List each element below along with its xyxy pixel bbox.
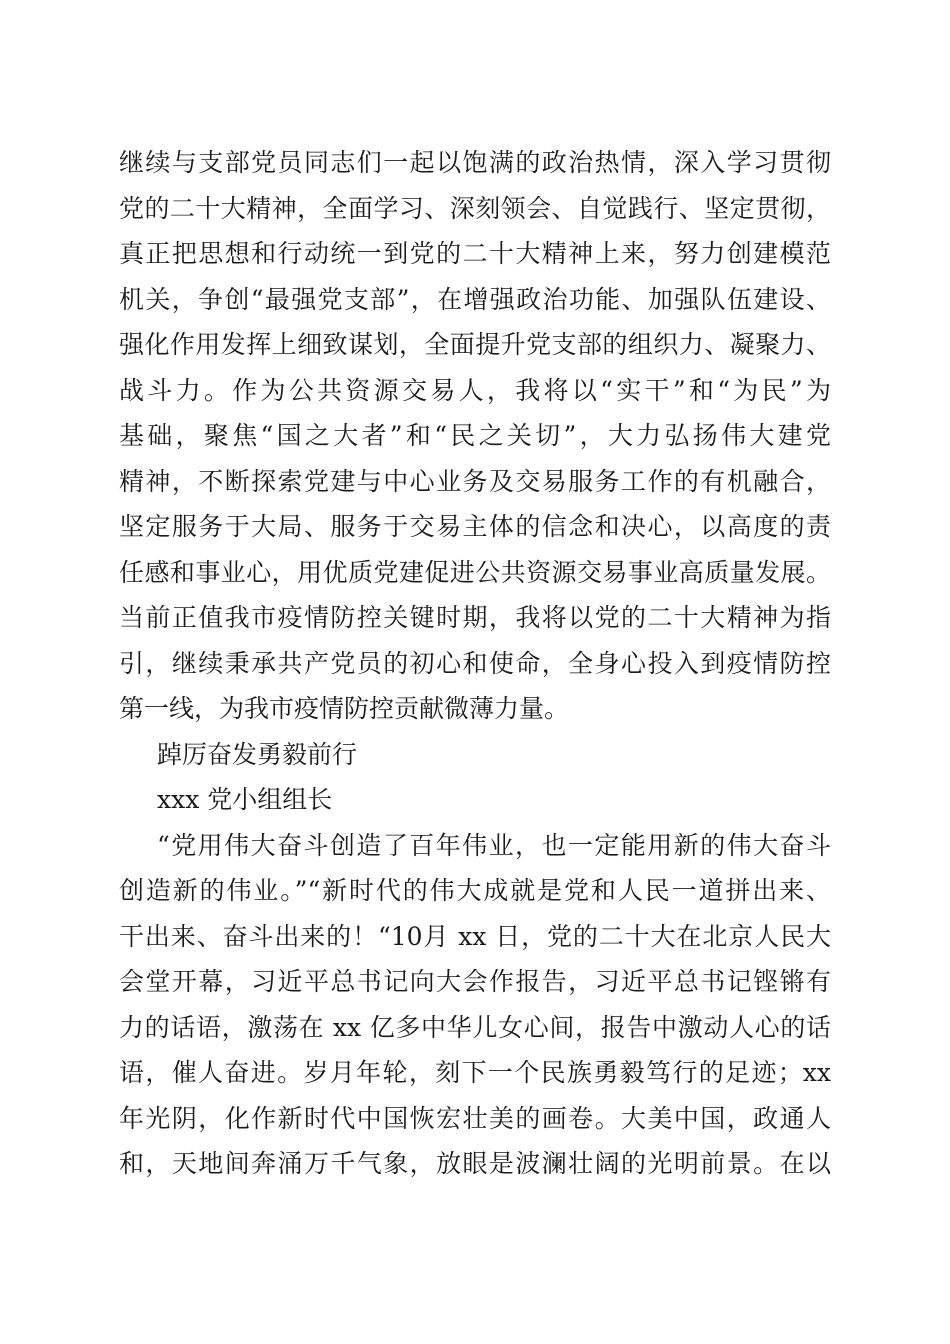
text-line: 干出来、奋斗出来的！“10月 xx 日，党的二十大在北京人民大 [119,921,831,951]
paragraph-speech [119,823,831,1187]
section-title: 踔厉奋发勇毅前行 [157,739,358,769]
document-body [119,140,831,1187]
text-line: 基础，聚焦“国之大者”和“民之关切”，大力弘扬伟大建党 [119,421,831,450]
author-line: xxx 党小组组长 [157,785,333,814]
text-line: 力的话语，激荡在 xx 亿多中华儿女心间，报告中激动人心的话 [119,1012,831,1042]
text-line: 创造新的伟业。”“新时代的伟大成就是党和人民一道拼出来、 [119,876,831,905]
text-line: 继续与支部党员同志们一起以饱满的政治热情，深入学习贯彻 [119,148,831,177]
text-line: 党的二十大精神，全面学习、深刻领会、自觉践行、坚定贯彻， [119,193,831,223]
text-line: 强化作用发挥上细致谋划，全面提升党支部的组织力、凝聚力、 [119,330,831,359]
text-line: 年光阴，化作新时代中国恢宏壮美的画卷。大美中国，政通人 [119,1103,831,1133]
text-line: 战斗力。作为公共资源交易人，我将以“实干”和“为民”为 [119,375,831,405]
text-line: 当前正值我市疫情防控关键时期，我将以党的二十大精神为指 [119,603,831,632]
text-line: 任感和事业心，用优质党建促进公共资源交易事业高质量发展。 [119,557,831,587]
text-line: 会堂开幕，习近平总书记向大会作报告，习近平总书记铿锵有 [119,967,831,996]
text-line: 机关，争创“最强党支部”，在增强政治功能、加强队伍建设、 [119,284,831,314]
text-line: 精神，不断探索党建与中心业务及交易服务工作的有机融合， [119,466,831,496]
paragraph-continuation [119,140,831,732]
text-line: 真正把思想和行动统一到党的二十大精神上来，努力创建模范 [119,239,831,268]
text-line: “党用伟大奋斗创造了百年伟业，也一定能用新的伟大奋斗 [157,830,831,860]
text-line: 语，催人奋进。岁月年轮，刻下一个民族勇毅笃行的足迹；xx [119,1058,831,1087]
text-line: 第一线，为我市疫情防控贡献微薄力量。 [119,694,570,723]
text-line: 引，继续秉承共产党员的初心和使命，全身心投入到疫情防控 [119,648,831,678]
text-line: 坚定服务于大局、服务于交易主体的信念和决心，以高度的责 [119,512,831,541]
text-line: 和，天地间奔涌万千气象，放眼是波澜壮阔的光明前景。在以 [119,1149,831,1178]
